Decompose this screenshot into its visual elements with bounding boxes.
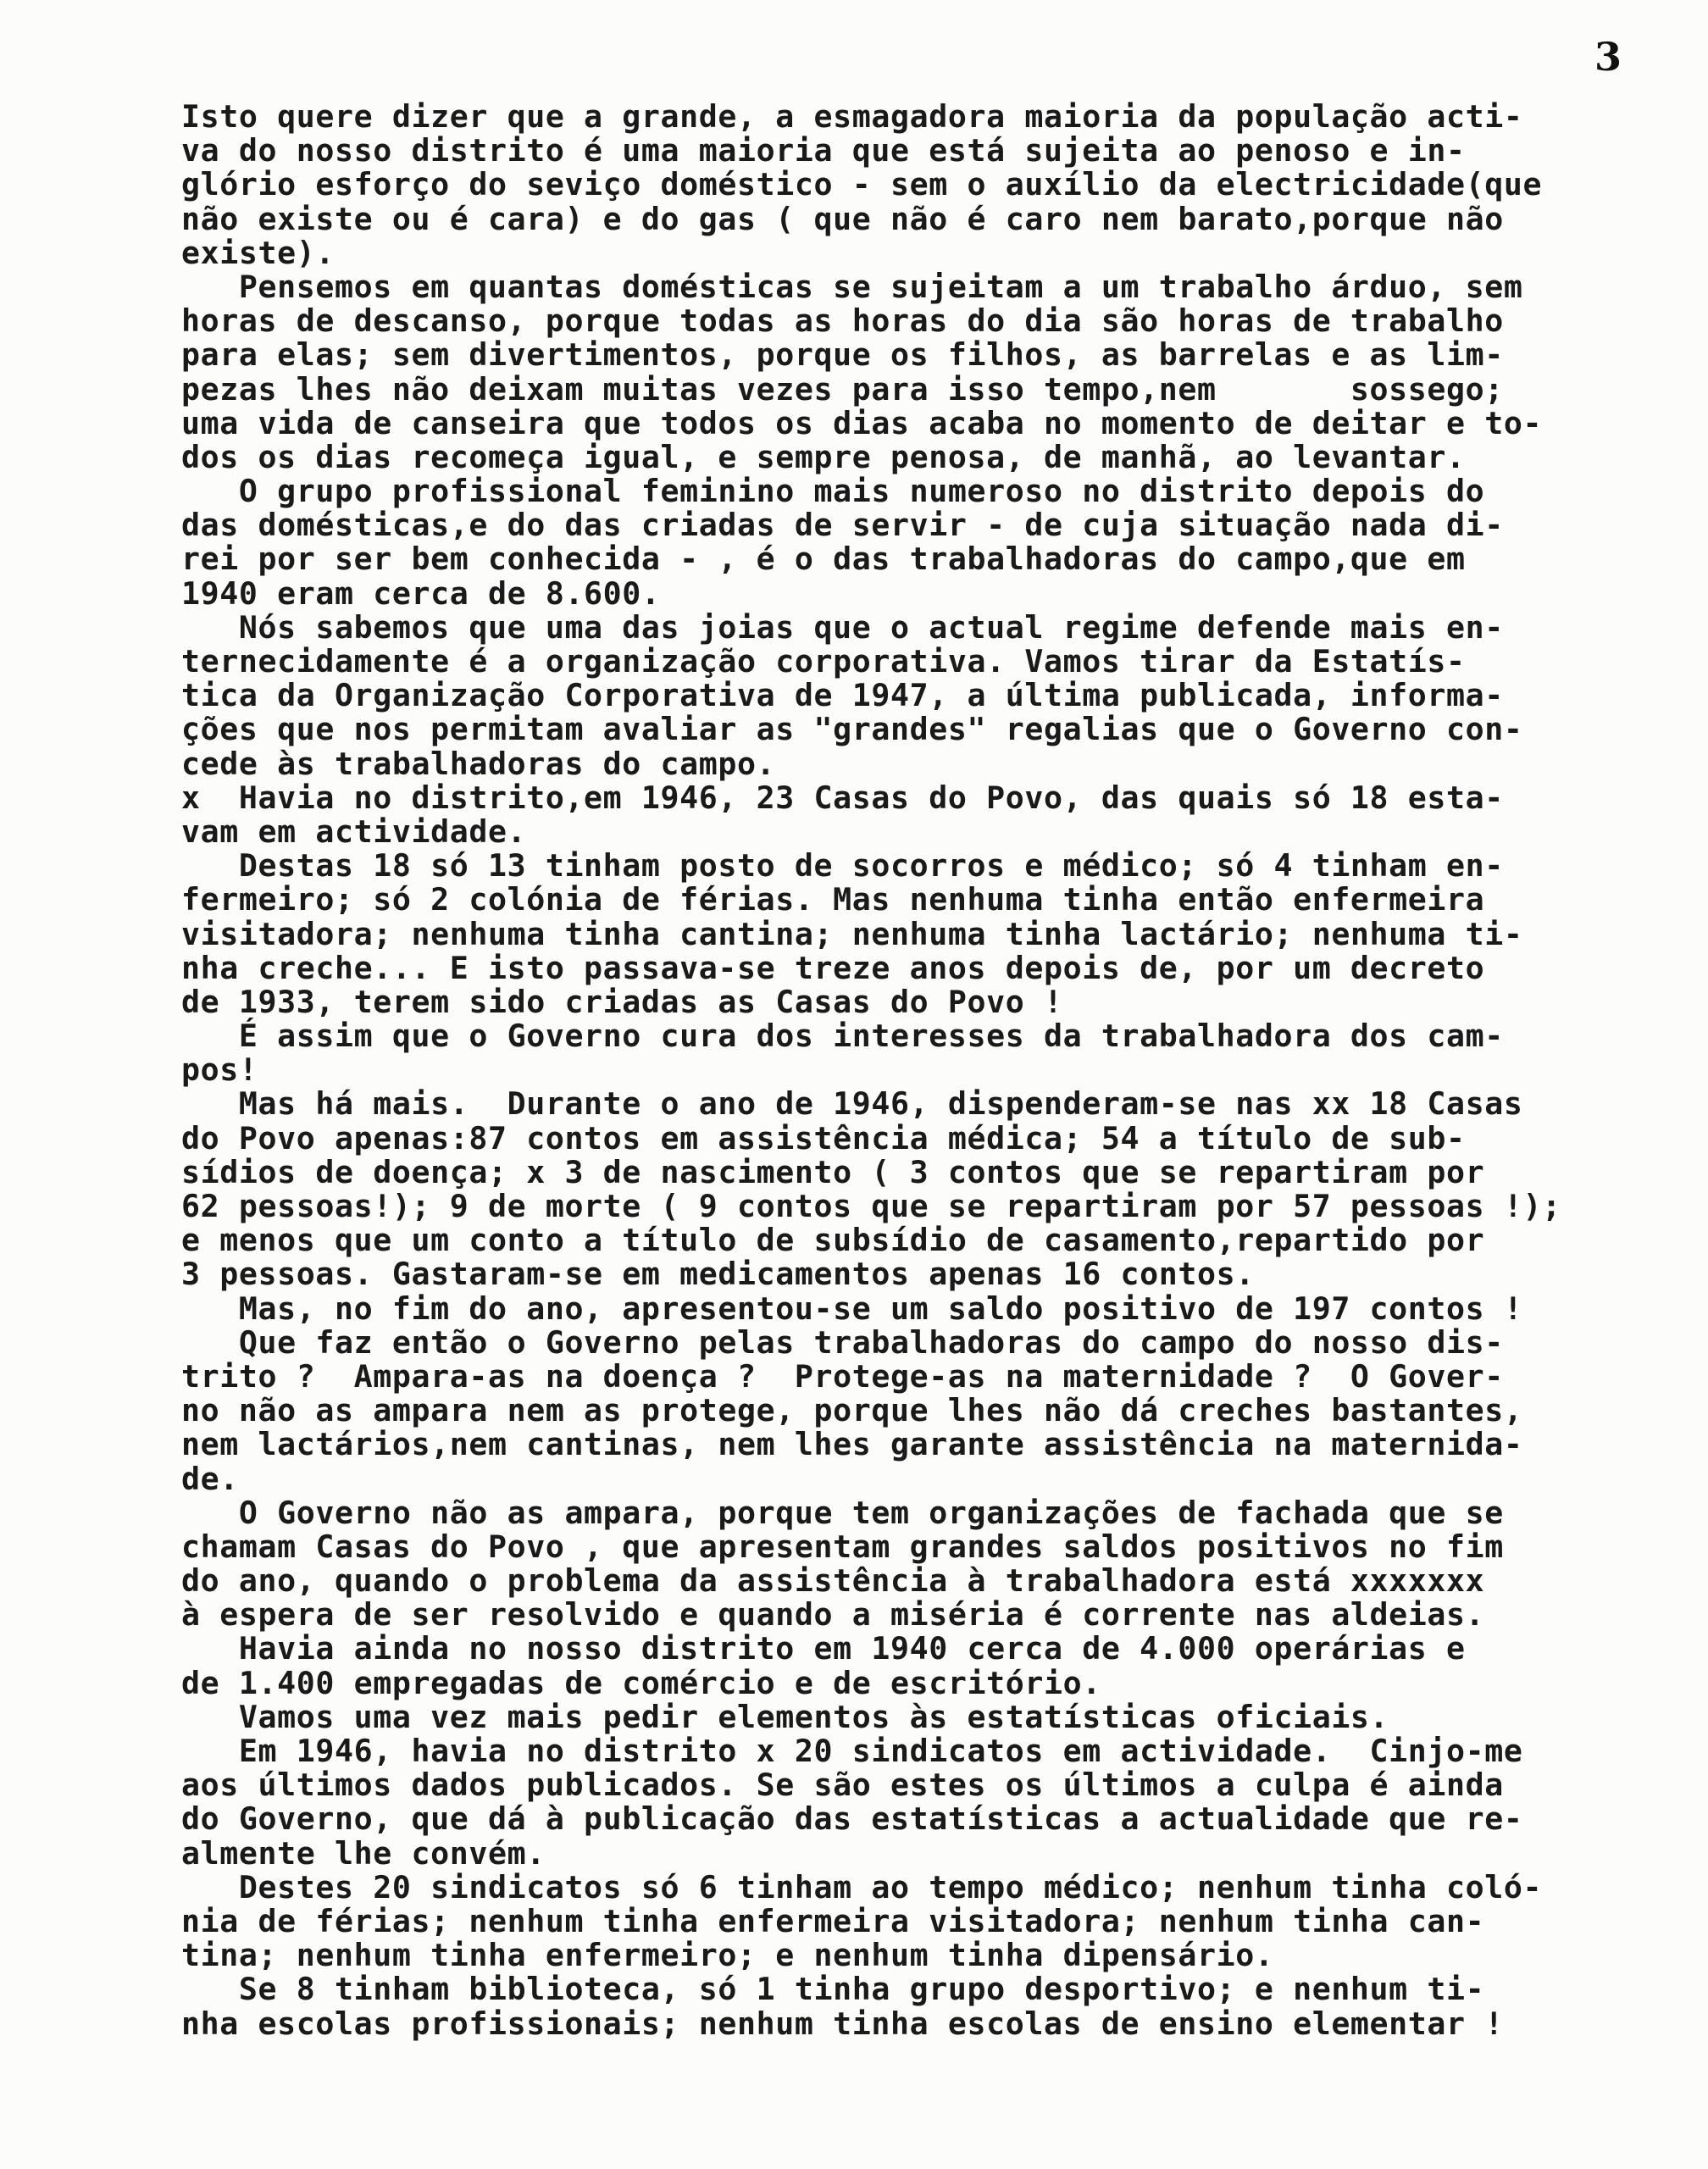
- text-line: de.: [181, 1460, 239, 1497]
- text-line: 1940 eram cerca de 8.600.: [181, 574, 661, 612]
- text-line: nha creche... E isto passava-se treze anos depois de, por um decreto: [181, 949, 1485, 986]
- text-line: Mas há mais. Durante o ano de 1946, dispenderam-se nas xx 18 Casas: [181, 1085, 1523, 1123]
- text-line: uma vida de canseira que todos os dias acaba no momento de deitar e to-: [181, 404, 1543, 441]
- text-line: cede às trabalhadoras do campo.: [181, 745, 776, 782]
- page-number: 3: [1594, 34, 1622, 80]
- text-line: 3 pessoas. Gastaram-se em medicamentos apenas 16 contos.: [181, 1256, 1255, 1293]
- text-line: Destas 18 só 13 tinham posto de socorros e médico; só 4 tinham en-: [181, 847, 1504, 885]
- text-line: ções que nos permitam avaliar as "grandes" regalias que o Governo con-: [181, 711, 1523, 748]
- text-line: rei por ser bem conhecida - , é o das trabalhadoras do campo,que em: [181, 541, 1466, 578]
- text-line: Se 8 tinham biblioteca, só 1 tinha grupo desportivo; e nenhum ti-: [181, 1971, 1485, 2008]
- text-line: pezas lhes não deixam muitas vezes para isso tempo,nem sossego;: [181, 370, 1504, 408]
- text-line: ternecidamente é a organização corporativa. Vamos tirar da Estatís-: [181, 643, 1466, 680]
- text-line: nha escolas profissionais; nenhum tinha escolas de ensino elementar !: [181, 2005, 1504, 2042]
- text-line: do Governo, que dá à publicação das estatísticas a actualidade que re-: [181, 1800, 1523, 1838]
- text-line: e menos que um conto a título de subsídio de casamento,repartido por: [181, 1222, 1485, 1259]
- text-line: no não as ampara nem as protege, porque lhes não dá creches bastantes,: [181, 1392, 1523, 1429]
- text-line: Mas, no fim do ano, apresentou-se um saldo positivo de 197 contos !: [181, 1290, 1523, 1327]
- text-line: de 1.400 empregadas de comércio e de escritório.: [181, 1664, 1101, 1701]
- text-line: trito ? Ampara-as na doença ? Protege-as na maternidade ? O Gover-: [181, 1357, 1504, 1395]
- text-line: horas de descanso, porque todas as horas do dia são horas de trabalho: [181, 302, 1504, 340]
- text-line: fermeiro; só 2 colónia de férias. Mas nenhuma tinha então enfermeira: [181, 881, 1485, 918]
- text-line: à espera de ser resolvido e quando a miséria é corrente nas aldeias.: [181, 1596, 1485, 1634]
- text-line: sídios de doença; x 3 de nascimento ( 3 contos que se repartiram por: [181, 1153, 1485, 1190]
- text-line: chamam Casas do Povo , que apresentam grandes saldos positivos no fim: [181, 1528, 1504, 1565]
- text-line: dos os dias recomeça igual, e sempre penosa, de manhã, ao levantar.: [181, 438, 1466, 475]
- text-line: tina; nenhum tinha enfermeiro; e nenhum tinha dipensário.: [181, 1937, 1274, 1974]
- text-line: não existe ou é cara) e do gas ( que não é caro nem barato,porque não: [181, 200, 1504, 237]
- text-line: vam em actividade.: [181, 813, 527, 850]
- text-line: O Governo não as ampara, porque tem organizações de fachada que se: [181, 1494, 1504, 1531]
- text-line: nem lactários,nem cantinas, nem lhes garante assistência na maternida-: [181, 1426, 1523, 1463]
- text-line: va do nosso distrito é uma maioria que está sujeita ao penoso e in-: [181, 132, 1466, 169]
- text-line: das domésticas,e do das criadas de servir - de cuja situação nada di-: [181, 507, 1504, 544]
- text-line: do ano, quando o problema da assistência à trabalhadora está xxxxxxx: [181, 1562, 1485, 1600]
- text-line: O grupo profissional feminino mais numeroso no distrito depois do: [181, 473, 1485, 510]
- typewritten-body: [181, 100, 1672, 2041]
- text-line: tica da Organização Corporativa de 1947, a última publicada, informa-: [181, 677, 1504, 714]
- text-line: nia de férias; nenhum tinha enfermeira visitadora; nenhum tinha can-: [181, 1902, 1485, 1939]
- text-line: É assim que o Governo cura dos interesses da trabalhadora dos cam-: [181, 1018, 1504, 1055]
- text-line: Destes 20 sindicatos só 6 tinham ao tempo médico; nenhum tinha coló-: [181, 1868, 1543, 1906]
- text-line: existe).: [181, 234, 335, 271]
- text-line: Isto quere dizer que a grande, a esmagadora maioria da população acti-: [181, 98, 1523, 135]
- text-line: 62 pessoas!); 9 de morte ( 9 contos que se repartiram por 57 pessoas !);: [181, 1188, 1561, 1224]
- text-line: para elas; sem divertimentos, porque os filhos, as barrelas e as lim-: [181, 336, 1504, 374]
- text-line: visitadora; nenhuma tinha cantina; nenhuma tinha lactário; nenhuma ti-: [181, 915, 1523, 952]
- text-line: do Povo apenas:87 contos em assistência médica; 54 a título de sub-: [181, 1119, 1466, 1157]
- text-line: aos últimos dados publicados. Se são estes os últimos a culpa é ainda: [181, 1767, 1504, 1804]
- text-line: almente lhe convém.: [181, 1834, 546, 1872]
- text-line: Vamos uma vez mais pedir elementos às estatísticas oficiais.: [181, 1698, 1389, 1735]
- text-line: Havia ainda no nosso distrito em 1940 cerca de 4.000 operárias e: [181, 1630, 1466, 1667]
- text-line: de 1933, terem sido criadas as Casas do Povo !: [181, 983, 1063, 1020]
- text-line: pos!: [181, 1051, 258, 1089]
- text-line: Pensemos em quantas domésticas se sujeitam a um trabalho árduo, sem: [181, 268, 1523, 305]
- text-line: Em 1946, havia no distrito x 20 sindicatos em actividade. Cinjo-me: [181, 1733, 1523, 1769]
- text-line: glório esforço do seviço doméstico - sem o auxílio da electricidade(que: [181, 166, 1543, 203]
- text-line: Nós sabemos que uma das joias que o actual regime defende mais en-: [181, 608, 1504, 646]
- text-line: Que faz então o Governo pelas trabalhadoras do campo do nosso dis-: [181, 1323, 1504, 1361]
- text-line: x Havia no distrito,em 1946, 23 Casas do Povo, das quais só 18 esta-: [181, 779, 1504, 816]
